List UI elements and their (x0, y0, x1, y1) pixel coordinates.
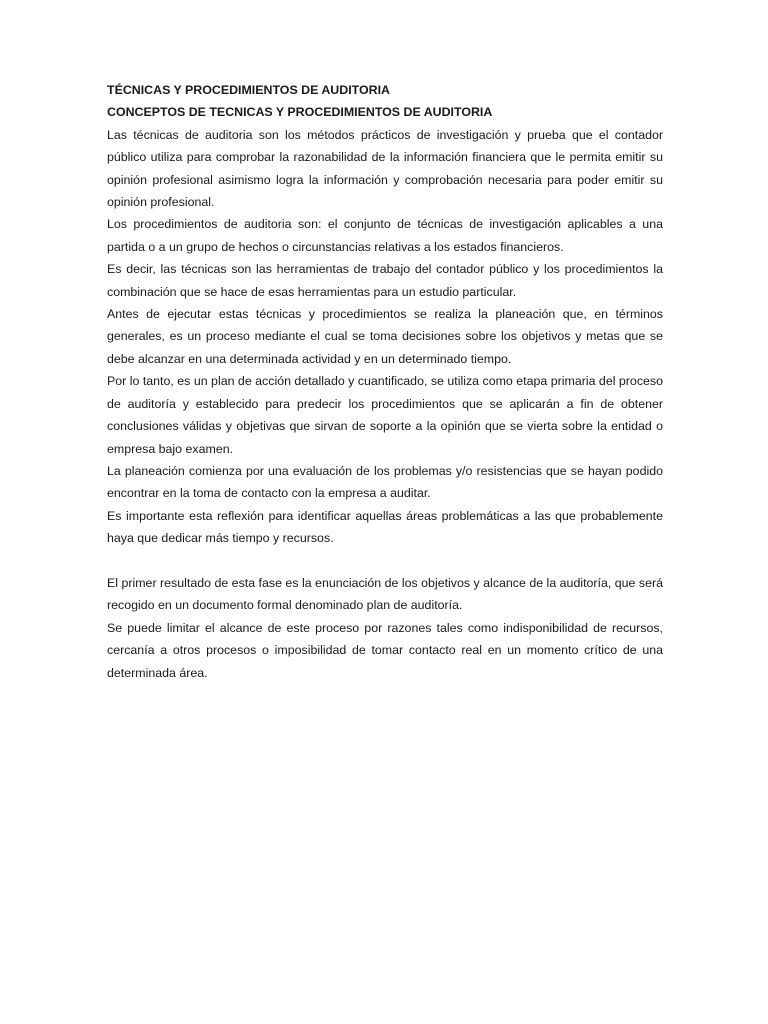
document-title: TÉCNICAS Y PROCEDIMIENTOS DE AUDITORIA (107, 83, 390, 97)
paragraph: Las técnicas de auditoria son los métodos prácticos de investigación y prueba que el contador público utiliza para comprobar la razonabilidad de la información financiera que le permita emitir su opinión profesional asimismo logra la información y comprobación necesaria para poder emitir su opinión profesional. (107, 127, 663, 210)
document-body (107, 79, 663, 684)
paragraph: El primer resultado de esta fase es la enunciación de los objetivos y alcance de la auditoría, que será recogido en un documento formal denominado plan de auditoría. (107, 575, 663, 613)
paragraph: Por lo tanto, es un plan de acción detallado y cuantificado, se utiliza como etapa primaria del proceso de auditoría y establecido para predecir los procedimientos que se aplicarán a fin de obtener conclusiones válidas y objetivas que sirvan de soporte a la opinión que se vierta sobre la entidad o empresa bajo examen. (107, 374, 663, 456)
document-subtitle: CONCEPTOS DE TECNICAS Y PROCEDIMIENTOS DE AUDITORIA (107, 105, 493, 120)
paragraph: Los procedimientos de auditoria son: el conjunto de técnicas de investigación aplicables a una partida o a un grupo de hechos o circunstancias relativas a los estados financieros. (107, 217, 663, 254)
paragraph: Se puede limitar el alcance de este proceso por razones tales como indisponibilidad de recursos, cercanía a otros procesos o imposibilidad de tomar contacto real en un momento crítico de una determinada área. (107, 620, 663, 680)
paragraph: Antes de ejecutar estas técnicas y procedimientos se realiza la planeación que, en términos generales, es un proceso mediante el cual se toma decisiones sobre los objetivos y metas que se debe alcanzar en una determinada actividad y en un determinado tiempo. (107, 307, 663, 366)
paragraph: Es decir, las técnicas son las herramientas de trabajo del contador público y los procedimientos la combinación que se hace de esas herramientas para un estudio particular. (107, 262, 663, 299)
paragraph-break (107, 550, 663, 572)
paragraph: Es importante esta reflexión para identificar aquellas áreas problemáticas a las que probablemente haya que dedicar más tiempo y recursos. (107, 508, 663, 546)
paragraph: La planeación comienza por una evaluación de los problemas y/o resistencias que se hayan podido encontrar en la toma de contacto con la empresa a auditar. (107, 463, 663, 501)
